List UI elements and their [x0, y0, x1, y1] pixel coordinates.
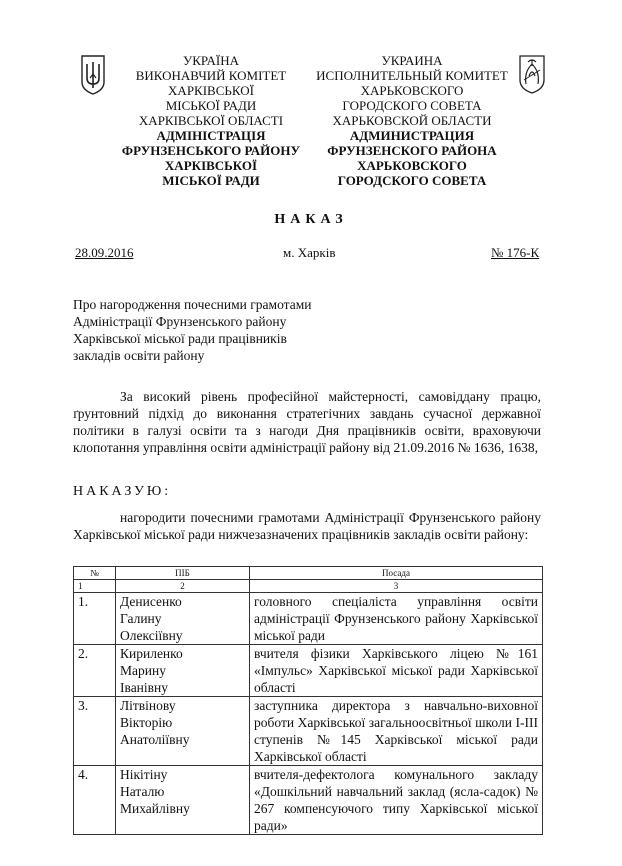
header-ua-bold-line: ХАРКІВСЬКОЇ: [164, 158, 258, 173]
subject-line: Харківської міської ради працівників: [73, 331, 287, 346]
person-name: [116, 593, 250, 645]
subject-line: закладів освіти району: [73, 348, 205, 363]
order-city: м. Харків: [283, 245, 336, 260]
surname: Кириленко: [120, 646, 183, 661]
preamble-paragraph: За високий рівень професійної майстерності, самовіддану працю, ґрунтовний підхід до виконання стратегічних завдань сучасної державної політики в галузі освіти та з нагоди Дня працівників освіти, враховуючи клопотання управління освіти адміністрації району від 21.09.2016 № 1636, 1638,: [73, 389, 541, 455]
subject-line: Адміністрації Фрунзенського району: [73, 314, 287, 329]
col-name-header: ПІБ: [116, 567, 250, 580]
col-position-header: Посада: [250, 567, 543, 580]
patronymic: Олексіївну: [120, 628, 183, 643]
col-index: 2: [116, 580, 250, 593]
surname: Денисенко: [120, 594, 182, 609]
person-name: [116, 697, 250, 766]
kharkiv-coat-of-arms-icon: [518, 54, 546, 94]
first-name: Вікторію: [120, 715, 173, 730]
header-ru-bold-line: ГОРОДСКОГО СОВЕТА: [337, 173, 487, 188]
first-name: Марину: [120, 663, 166, 678]
header-ua-line: МІСЬКОЇ РАДИ: [165, 98, 257, 113]
position: вчителя фізики Харківського ліцею №161 «Імпульс» Харківської міської ради Харківської області: [250, 645, 543, 697]
subject-line: Про нагородження почесними грамотами: [73, 297, 312, 312]
award-paragraph: нагородити почесними грамотами Адміністрації Фрунзенського району Харківської міської ради нижчезазначених працівників закладів освіти району:: [73, 510, 541, 542]
header-ua-line: ХАРКІВСЬКОЇ ОБЛАСТІ: [138, 113, 284, 128]
table-row: [74, 593, 543, 645]
header-ru-bold-line: АДМИНИСТРАЦИЯ: [349, 128, 475, 143]
patronymic: Іванівну: [120, 680, 169, 695]
header-ua-line: УКРАЇНА: [183, 53, 239, 68]
ukraine-trident-icon: [80, 54, 106, 96]
awardees-table: [73, 566, 543, 835]
position: заступника директора з навчально-виховної роботи Харківської загальноосвітньої школи І-ІІІ ступенів №145 Харківської міської ради Харківської області: [250, 697, 543, 766]
table-row: [74, 766, 543, 835]
header-ru-bold-line: ФРУНЗЕНСКОГО РАЙОНА: [327, 143, 497, 158]
person-name: [116, 645, 250, 697]
surname: Нікітіну: [120, 767, 168, 782]
first-name: Галину: [120, 611, 162, 626]
col-number-header: №: [74, 567, 116, 580]
header-ru-line: УКРАИНА: [381, 53, 443, 68]
row-number: 3.: [74, 697, 116, 766]
table-row: [74, 645, 543, 697]
table-header-row: [74, 567, 543, 580]
header-ua-line: ВИКОНАВЧИЙ КОМІТЕТ: [135, 68, 287, 83]
order-date: 28.09.2016: [75, 245, 134, 260]
position: головного спеціаліста управління освіти адміністрації Фрунзенського району Харківської міської ради: [250, 593, 543, 645]
order-subject: [73, 296, 312, 364]
header-ua-line: ХАРКІВСЬКОЇ: [168, 83, 254, 98]
row-number: 2.: [74, 645, 116, 697]
header-ru-line: ХАРЬКОВСКОГО: [360, 83, 464, 98]
table-col-numbers-row: [74, 580, 543, 593]
header-ukrainian: [118, 53, 304, 188]
col-index: 3: [250, 580, 543, 593]
header-ru-line: ГОРОДСКОГО СОВЕТА: [342, 98, 482, 113]
order-heading: НАКАЗУЮ:: [73, 484, 172, 499]
order-number: № 176-К: [491, 245, 540, 260]
table-row: [74, 697, 543, 766]
row-number: 1.: [74, 593, 116, 645]
col-index: 1: [74, 580, 116, 593]
row-number: 4.: [74, 766, 116, 835]
patronymic: Михайлівну: [120, 801, 190, 816]
header-ua-bold-line: АДМІНІСТРАЦІЯ: [156, 128, 266, 143]
header-ua-bold-line: МІСЬКОЇ РАДИ: [162, 173, 260, 188]
header-ru-line: ХАРЬКОВСКОЙ ОБЛАСТИ: [332, 113, 492, 128]
patronymic: Анатоліївну: [120, 732, 190, 747]
document-title: НАКАЗ: [274, 212, 348, 227]
position: вчителя-дефектолога комунального закладу «Дошкільний навчальний заклад (ясла-садок) № 267 компенсуючого типу Харківської міської ради»: [250, 766, 543, 835]
header-ua-bold-line: ФРУНЗЕНСЬКОГО РАЙОНУ: [121, 143, 301, 158]
first-name: Наталю: [120, 784, 165, 799]
header-russian: [314, 53, 510, 188]
header-ru-bold-line: ХАРЬКОВСКОГО: [357, 158, 467, 173]
header-ru-line: ИСПОЛНИТЕЛЬНЫЙ КОМИТЕТ: [316, 68, 508, 83]
surname: Літвінову: [120, 698, 176, 713]
person-name: [116, 766, 250, 835]
